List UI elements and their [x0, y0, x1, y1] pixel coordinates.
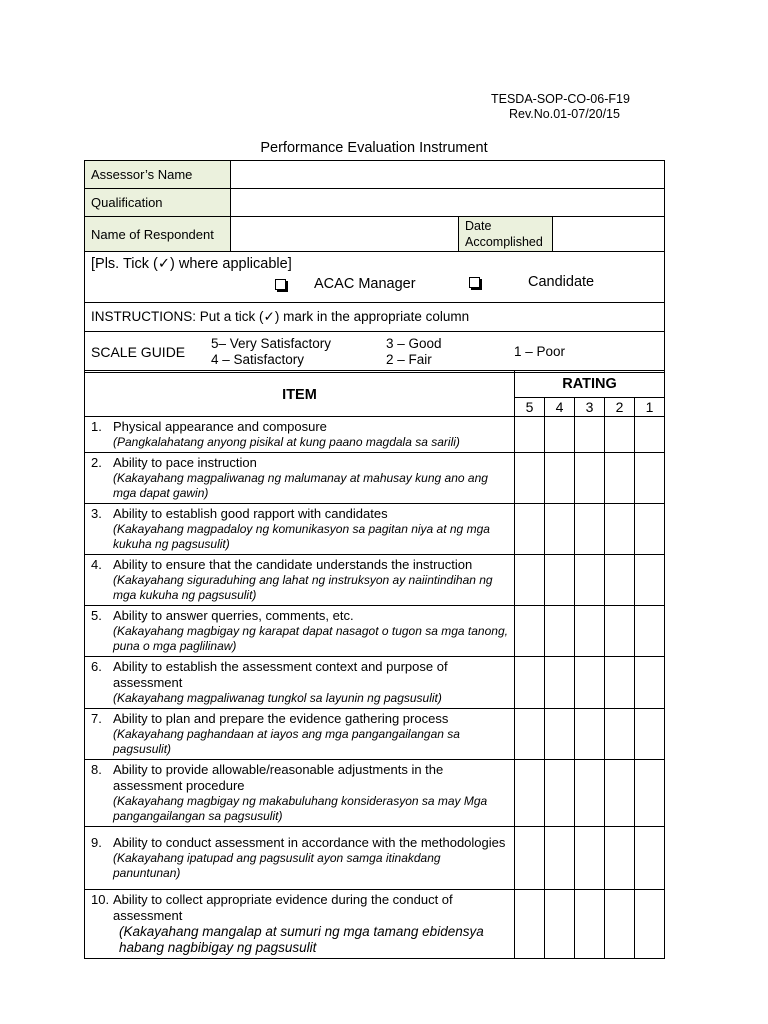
checkbox-icon[interactable] [469, 277, 480, 288]
rating-cell[interactable] [575, 827, 605, 890]
item-number: 6. [91, 659, 102, 674]
item-text: Physical appearance and composure [113, 419, 327, 434]
item-translation: (Pangkalahatang anyong pisikal at kung paano magdala sa sarili) [113, 435, 460, 449]
rating-cell[interactable] [605, 504, 635, 555]
rating-cell[interactable] [515, 504, 545, 555]
revision-number: Rev.No.01-07/20/15 [509, 107, 620, 121]
rating-cell[interactable] [545, 606, 575, 657]
table-row [85, 417, 665, 453]
page-title: Performance Evaluation Instrument [260, 140, 488, 156]
item-translation: (Kakayahang magbigay ng karapat dapat nasagot o tugon sa mga tanong, puna o mga paglilinaw) [113, 624, 508, 653]
item-text: Ability to plan and prepare the evidence gathering process [113, 711, 449, 726]
respondent-label: Name of Respondent [85, 217, 231, 252]
date-field[interactable] [553, 217, 665, 252]
option-candidate-label: Candidate [528, 274, 595, 290]
scale-guide [85, 332, 665, 373]
rating-cell[interactable] [575, 657, 605, 709]
item-number: 1. [91, 419, 102, 434]
rating-cell[interactable] [515, 606, 545, 657]
assessor-field[interactable] [231, 161, 665, 189]
rating-cell[interactable] [635, 555, 665, 606]
item-translation: (Kakayahang paghandaan at iayos ang mga pangangailangan sa pagsusulit) [113, 727, 460, 756]
tick-title: [Pls. Tick (✓) where applicable] [91, 256, 292, 272]
item-text: Ability to conduct assessment in accordance with the methodologies [113, 835, 506, 850]
rating-cell[interactable] [635, 606, 665, 657]
rating-cell[interactable] [515, 890, 545, 959]
item-number: 8. [91, 762, 102, 777]
rating-cell[interactable] [515, 827, 545, 890]
item-text: Ability to answer querries, comments, etc. [113, 608, 354, 623]
item-number: 2. [91, 455, 102, 470]
scale-col-c [514, 332, 664, 372]
rating-col-header: 2 [605, 398, 635, 417]
table-row [85, 827, 665, 890]
table-row [85, 760, 665, 827]
rating-cell[interactable] [545, 890, 575, 959]
item-text: Ability to establish good rapport with candidates [113, 506, 388, 521]
item-text: Ability to provide allowable/reasonable adjustments in the assessment procedure [113, 762, 444, 793]
item-cell [85, 606, 515, 657]
option-acac-manager[interactable] [275, 276, 416, 292]
rating-cell[interactable] [635, 417, 665, 453]
rating-cell[interactable] [545, 453, 575, 504]
rating-cell[interactable] [635, 453, 665, 504]
scale-4: 4 – Satisfactory [211, 352, 305, 367]
rating-cell[interactable] [605, 606, 635, 657]
option-candidate[interactable] [469, 274, 594, 290]
item-translation: (Kakayahang magbigay ng makabuluhang konsiderasyon sa may Mga pangangailangan sa pagsusulit) [113, 794, 488, 823]
item-number: 4. [91, 557, 102, 572]
scale-col-a [211, 332, 386, 372]
rating-col-header: 4 [545, 398, 575, 417]
rating-header: RATING [515, 371, 665, 398]
rating-cell[interactable] [545, 555, 575, 606]
scale-3: 3 – Good [386, 336, 442, 351]
item-translation: (Kakayahang mangalap at sumuri ng mga tamang ebidensya habang nagbibigay ng pagsusulit [119, 924, 484, 955]
item-number: 5. [91, 608, 102, 623]
item-cell [85, 657, 515, 709]
table-row [85, 657, 665, 709]
instructions: INSTRUCTIONS: Put a tick (✓) mark in the appropriate column [85, 303, 665, 332]
rating-cell[interactable] [545, 709, 575, 760]
rating-cell[interactable] [575, 709, 605, 760]
item-text: Ability to collect appropriate evidence during the conduct of assessment [113, 892, 453, 923]
item-cell [85, 504, 515, 555]
rating-cell[interactable] [635, 657, 665, 709]
rating-cell[interactable] [575, 417, 605, 453]
qualification-field[interactable] [231, 189, 665, 217]
rating-cell[interactable] [605, 453, 635, 504]
rating-cell[interactable] [635, 504, 665, 555]
rating-table [84, 370, 665, 959]
rating-cell[interactable] [605, 890, 635, 959]
rating-cell[interactable] [575, 504, 605, 555]
item-translation: (Kakayahang magpaliwanag tungkol sa layunin ng pagsusulit) [113, 691, 442, 705]
item-cell [85, 417, 515, 453]
item-number: 9. [91, 835, 102, 850]
rating-cell[interactable] [605, 657, 635, 709]
rating-cell[interactable] [635, 827, 665, 890]
item-translation: (Kakayahang magpadaloy ng komunikasyon sa pagitan niya at ng mga kukuha ng pagsusulit) [113, 522, 490, 551]
date-label: Date Accomplished [459, 217, 553, 252]
rating-cell[interactable] [605, 709, 635, 760]
table-row [85, 453, 665, 504]
info-table [84, 160, 665, 373]
rating-cell[interactable] [605, 760, 635, 827]
rating-cell[interactable] [575, 890, 605, 959]
rating-cell[interactable] [575, 606, 605, 657]
item-text: Ability to establish the assessment context and purpose of assessment [113, 659, 448, 690]
rating-cell[interactable] [635, 709, 665, 760]
rating-cell[interactable] [605, 827, 635, 890]
scale-5: 5– Very Satisfactory [211, 336, 332, 351]
table-row [85, 555, 665, 606]
table-row [85, 504, 665, 555]
rating-cell[interactable] [545, 760, 575, 827]
rating-cell[interactable] [515, 555, 545, 606]
document-code [491, 92, 641, 122]
rating-col-header: 1 [635, 398, 665, 417]
item-cell [85, 709, 515, 760]
item-number: 7. [91, 711, 102, 726]
item-cell [85, 760, 515, 827]
respondent-field[interactable] [231, 217, 459, 252]
rating-cell[interactable] [545, 827, 575, 890]
scale-label: SCALE GUIDE [91, 344, 186, 360]
rating-cell[interactable] [575, 760, 605, 827]
rating-cell[interactable] [545, 657, 575, 709]
item-cell [85, 555, 515, 606]
table-row [85, 890, 665, 959]
rating-cell[interactable] [605, 555, 635, 606]
item-cell [85, 453, 515, 504]
item-text: Ability to pace instruction [113, 455, 257, 470]
option-acac-label: ACAC Manager [314, 276, 416, 292]
scale-col-b [386, 332, 514, 372]
rating-col-header: 3 [575, 398, 605, 417]
item-text: Ability to ensure that the candidate understands the instruction [113, 557, 473, 572]
checkbox-icon[interactable] [275, 279, 286, 290]
scale-2: 2 – Fair [386, 352, 432, 367]
rating-col-header: 5 [515, 398, 545, 417]
item-number: 10. [91, 892, 110, 907]
rating-cell[interactable] [515, 760, 545, 827]
rating-cell[interactable] [515, 417, 545, 453]
table-row [85, 709, 665, 760]
rating-cell[interactable] [575, 453, 605, 504]
rating-cell[interactable] [545, 504, 575, 555]
rating-cell[interactable] [575, 555, 605, 606]
scale-1: 1 – Poor [514, 344, 566, 359]
assessor-label: Assessor’s Name [85, 161, 231, 189]
rating-cell[interactable] [515, 453, 545, 504]
item-header: ITEM [85, 371, 515, 417]
item-translation: (Kakayahang siguraduhing ang lahat ng instruksyon ay naiintindihan ng mga kukuha ng pagsusulit) [113, 573, 493, 602]
item-number: 3. [91, 506, 102, 521]
doc-code: TESDA-SOP-CO-06-F19 [491, 92, 630, 106]
rating-cell[interactable] [515, 709, 545, 760]
rating-cell[interactable] [545, 417, 575, 453]
item-cell [85, 827, 515, 890]
rating-cell[interactable] [515, 657, 545, 709]
qualification-label: Qualification [85, 189, 231, 217]
item-cell [85, 890, 515, 959]
rating-cell[interactable] [635, 760, 665, 827]
tick-section [85, 252, 665, 303]
rating-cell[interactable] [605, 417, 635, 453]
table-row [85, 606, 665, 657]
rating-cell[interactable] [635, 890, 665, 959]
item-translation: (Kakayahang magpaliwanag ng malumanay at mahusay kung ano ang mga dapat gawin) [113, 471, 488, 500]
item-translation: (Kakayahang ipatupad ang pagsusulit ayon samga itinakdang panuntunan) [113, 851, 441, 880]
